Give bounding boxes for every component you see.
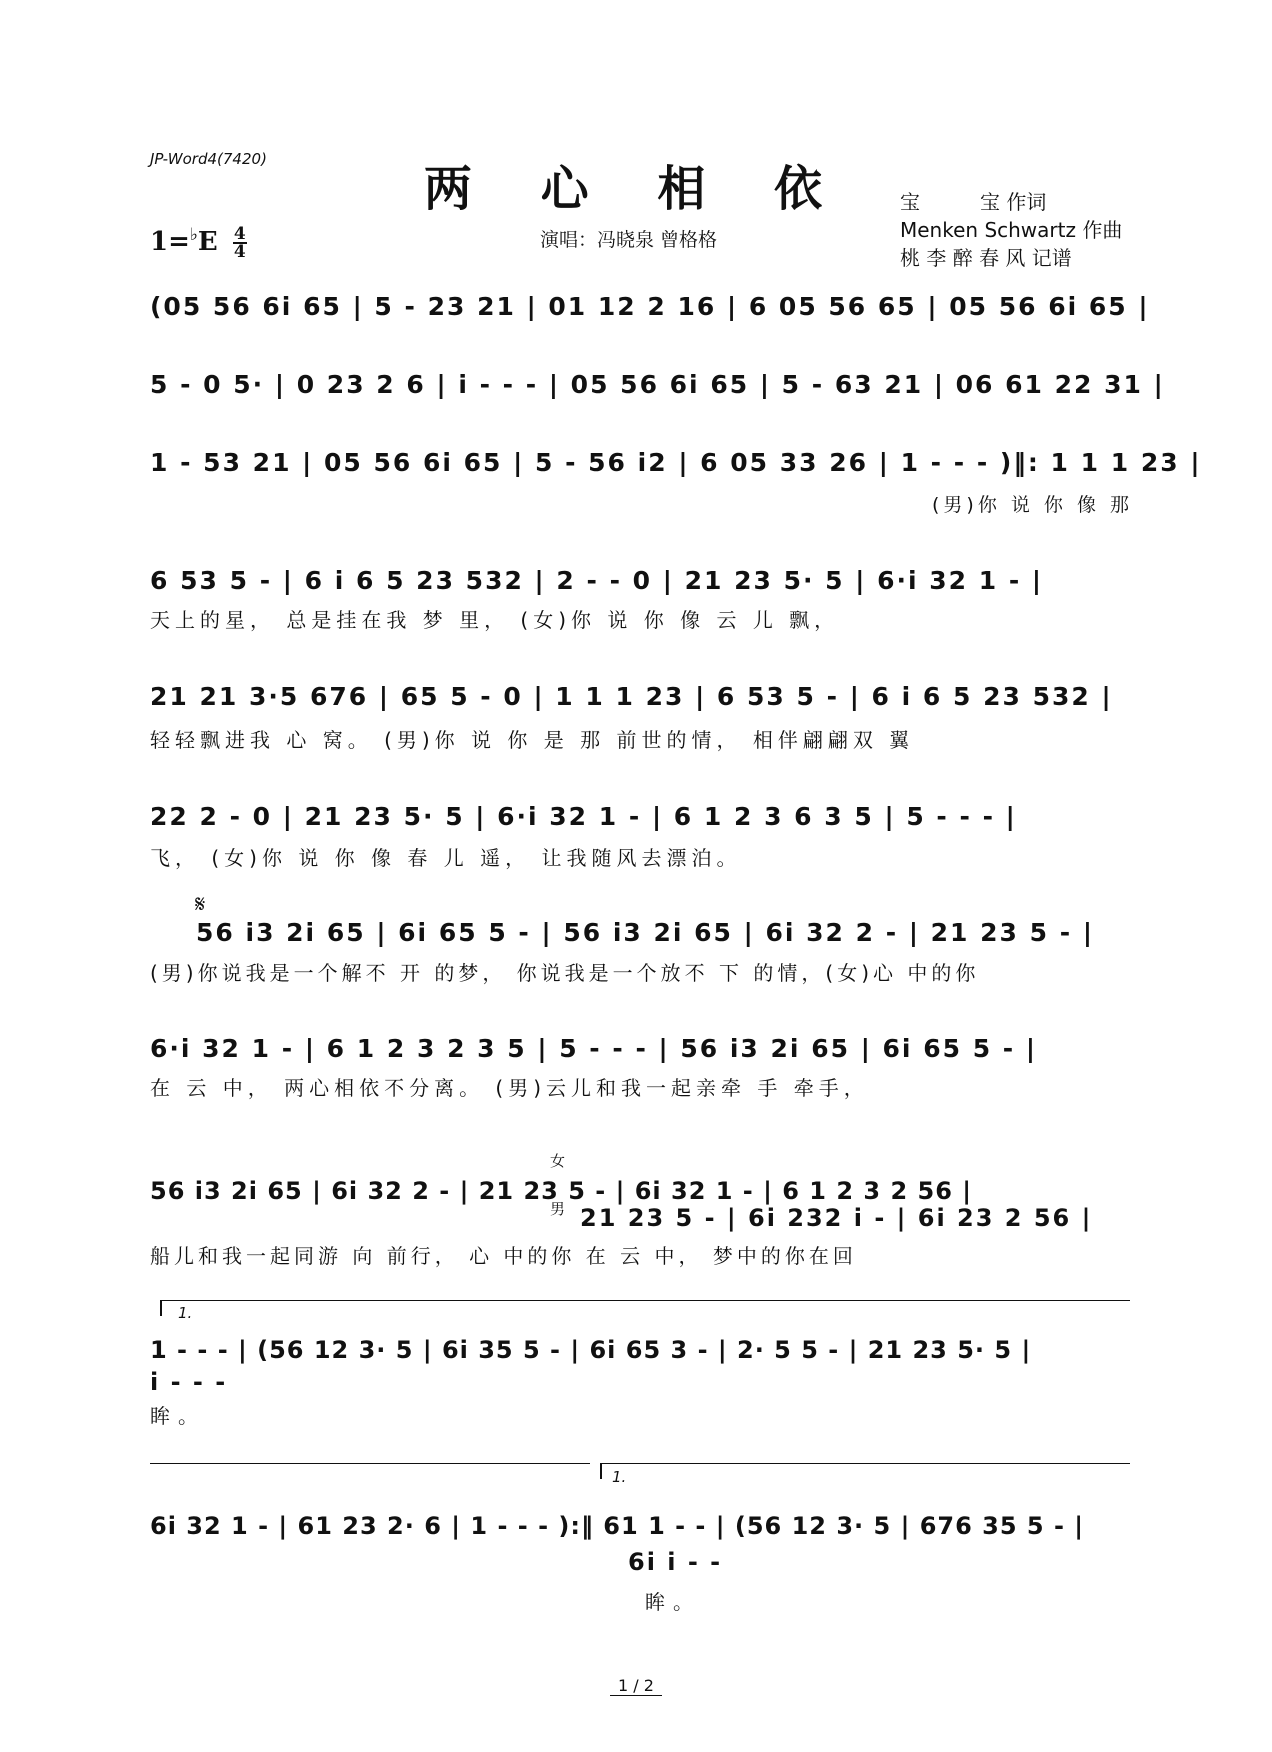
voice-female-label: 女: [550, 1152, 566, 1170]
lyricist-credit: 宝 宝 作词: [900, 190, 1047, 214]
staff-line-1: (05 56 6i 65 | 5 - 23 21 | 01 12 2 16 | 6 05 56 65 | 05 56 6i 65 |: [150, 292, 1150, 321]
staff-line-11: 6i 32 1 - | 61 23 2· 6 | 1 - - - ):‖ 61 1 - - | (56 12 3· 5 | 676 35 5 - |: [150, 1512, 1085, 1540]
credits: [900, 188, 1122, 272]
staff-line-7: 56 i3 2i 65 | 6i 65 5 - | 56 i3 2i 65 | 6i 32 2 - | 21 23 5 - |: [196, 918, 1094, 947]
staff-line-8: 6·i 32 1 - | 6 1 2 3 2 3 5 | 5 - - - | 56 i3 2i 65 | 6i 65 5 - |: [150, 1034, 1037, 1063]
software-tag: JP-Word4(7420): [150, 150, 267, 168]
time-signature: $\frac{4}{4}$: [233, 224, 246, 262]
volta-tick: [160, 1300, 162, 1316]
staff-line-3: 1 - 53 21 | 05 56 6i 65 | 5 - 56 i2 | 6 05 33 26 | 1 - - - )‖: 1 1 1 23 |: [150, 448, 1202, 477]
lyric-line-11: 眸。: [645, 1590, 701, 1614]
staff-line-6: 22 2 - 0 | 21 23 5· 5 | 6·i 32 1 - | 6 1 2 3 6 3 5 | 5 - - - |: [150, 802, 1017, 831]
staff-line-4: 6 53 5 - | 6 i 6 5 23 532 | 2 - - 0 | 21 23 5· 5 | 6·i 32 1 - |: [150, 566, 1044, 595]
lyric-line-5: 轻轻飘进我 心 窝。 (男)你 说 你 是 那 前世的情， 相伴翩翩双 翼: [150, 728, 915, 752]
staff-line-11-lower: 6i i - -: [628, 1548, 723, 1576]
singer-credit: 演唱：冯晓泉 曾格格: [540, 229, 718, 251]
staff-line-9-lower: 21 23 5 - | 6i 232 i - | 6i 23 2 56 |: [580, 1204, 1093, 1232]
lyric-line-3: (男)你 说 你 像 那: [932, 494, 1133, 516]
song-title: 两 心 相 依: [423, 161, 849, 217]
staff-line-10-lower: i - - -: [150, 1368, 228, 1396]
transcriber-credit: 桃 李 醉 春 风 记谱: [900, 246, 1072, 270]
separator-rule: [150, 1463, 590, 1464]
page-number: 1 / 2: [0, 1676, 1272, 1696]
staff-line-2: 5 - 0 5· | 0 23 2 6 | i - - - | 05 56 6i 65 | 5 - 63 21 | 06 61 22 31 |: [150, 370, 1165, 399]
lyric-line-8: 在 云 中， 两心相依不分离。 (男)云儿和我一起亲牵 手 牵手，: [150, 1076, 869, 1100]
staff-line-9: 56 i3 2i 65 | 6i 32 2 - | 21 23 5 - | 6i 32 1 - | 6 1 2 3 2 56 |: [150, 1177, 973, 1205]
staff-line-10: 1 - - - | (56 12 3· 5 | 6i 35 5 - | 6i 65 3 - | 2· 5 5 - | 21 23 5· 5 |: [150, 1336, 1032, 1364]
lyric-line-7: (男)你说我是一个解不 开 的梦， 你说我是一个放不 下 的情，(女)心 中的你: [150, 961, 980, 985]
lyric-line-6: 飞， (女)你 说 你 像 春 儿 遥， 让我随风去漂泊。: [150, 846, 742, 870]
voice-male-label: 男: [550, 1200, 566, 1218]
composer-credit: Menken Schwartz 作曲: [900, 218, 1123, 242]
lyric-line-4: 天上的星， 总是挂在我 梦 里， (女)你 说 你 像 云 儿 飘，: [150, 608, 840, 632]
volta-label: 1.: [178, 1304, 193, 1322]
lyric-line-10: 眸。: [150, 1404, 206, 1428]
volta-bracket-2: [600, 1463, 1130, 1464]
volta-label-2: 1.: [612, 1468, 627, 1486]
lyric-line-9: 船儿和我一起同游 向 前行， 心 中的你 在 云 中， 梦中的你在回: [150, 1244, 857, 1268]
segno-sign: 𝄋: [195, 890, 206, 918]
volta-bracket: [160, 1300, 1130, 1301]
key-signature: 1=♭E $\frac{4}{4}$: [150, 224, 246, 262]
volta-tick-2: [600, 1463, 602, 1479]
staff-line-5: 21 21 3·5 676 | 65 5 - 0 | 1 1 1 23 | 6 53 5 - | 6 i 6 5 23 532 |: [150, 682, 1113, 711]
